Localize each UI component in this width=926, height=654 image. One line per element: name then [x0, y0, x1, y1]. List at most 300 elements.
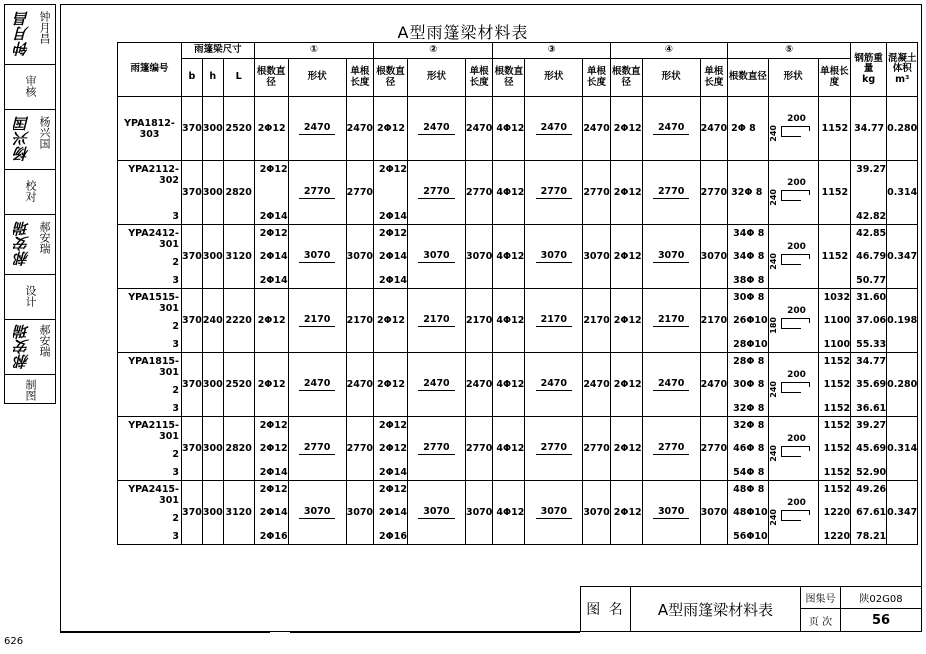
weight-cell-value: 39.27 — [856, 419, 887, 431]
dim-b-cell: 370 — [182, 289, 203, 353]
straight-bar-shape: 2470 — [418, 379, 454, 390]
beam-id-cell — [118, 225, 182, 289]
unit-length-cell: 3070 — [700, 481, 727, 545]
beam-id-cell-value: YPA2115-301 — [128, 419, 179, 442]
header-unit-len: 单根长度 — [583, 59, 610, 97]
count-dia-cell-value: 2Φ12 — [259, 163, 288, 175]
sheet-number: 626 — [4, 636, 24, 647]
beam-id-cell — [118, 353, 182, 417]
unit-length-cell: 2770 — [700, 161, 727, 225]
count-dia-cell-value: 30Φ 8 — [733, 379, 765, 390]
dim-L-cell: 3120 — [223, 225, 254, 289]
count-dia-cell — [374, 225, 408, 289]
table-row — [118, 97, 918, 161]
straight-bar-shape: 2770 — [536, 443, 572, 454]
unit-length-cell — [818, 161, 850, 225]
weight-cell-value: 31.60 — [856, 291, 887, 303]
count-dia-cell — [728, 225, 769, 289]
header-dims-group: 雨篷梁尺寸 — [182, 43, 255, 59]
weight-cell — [851, 353, 887, 417]
stirrup-line — [781, 126, 782, 136]
unit-length-cell-value: 1032 — [823, 291, 851, 303]
beam-id-cell-value — [118, 193, 181, 204]
stirrup-shape-icon — [771, 306, 815, 332]
bar-shape-cell — [288, 481, 346, 545]
stirrup-line — [781, 446, 782, 456]
header-unit-len: 单根长度 — [465, 59, 492, 97]
unit-length-cell: 2470 — [465, 97, 492, 161]
weight-cell-value: 35.69 — [856, 379, 887, 390]
dim-L-cell: 2220 — [223, 289, 254, 353]
bar-shape-cell — [407, 289, 465, 353]
bar-shape-cell — [642, 353, 700, 417]
bar-shape-cell — [407, 417, 465, 481]
stirrup-line — [781, 382, 782, 392]
unit-length-cell-value: 1152 — [823, 443, 851, 454]
straight-bar-shape: 2170 — [536, 315, 572, 326]
unit-length-cell: 2770 — [465, 161, 492, 225]
count-dia-cell-value: 2Φ12 — [379, 227, 407, 239]
count-dia-cell — [374, 417, 408, 481]
weight-cell-value: 55.33 — [856, 338, 887, 350]
header-unit-len: 单根长度 — [818, 59, 850, 97]
unit-length-cell: 2770 — [465, 417, 492, 481]
stirrup-shape-cell — [768, 225, 818, 289]
stirrup-dim-side: 240 — [769, 381, 779, 398]
count-dia-cell-value: 2Φ12 — [259, 443, 288, 454]
side-cell-5 — [5, 215, 55, 275]
signature-3: 郝安瑞 — [13, 221, 31, 266]
material-table-body — [118, 97, 918, 545]
stirrup-shape-cell — [768, 417, 818, 481]
title-block — [580, 586, 922, 632]
count-dia-cell-value: 2Φ14 — [379, 274, 407, 286]
unit-length-cell — [818, 289, 850, 353]
stirrup-shape-icon — [771, 370, 815, 396]
count-dia-cell-value: 2Φ16 — [379, 530, 407, 542]
count-dia-cell-value: 2Φ14 — [379, 251, 407, 262]
stirrup-shape-cell — [768, 353, 818, 417]
table-row — [118, 481, 918, 545]
header-group-4: ④ — [610, 43, 727, 59]
count-dia-cell — [493, 353, 525, 417]
weight-cell — [851, 289, 887, 353]
bar-shape-cell — [288, 225, 346, 289]
count-dia-cell-value: 2Φ14 — [259, 274, 288, 286]
straight-bar-shape: 2470 — [653, 379, 689, 390]
beam-id-cell-value: 2 — [172, 256, 179, 268]
unit-length-cell: 2470 — [465, 353, 492, 417]
weight-cell-value: 42.82 — [856, 210, 887, 222]
bar-shape-cell — [525, 161, 583, 225]
bar-shape-cell — [642, 481, 700, 545]
count-dia-cell-value: 4Φ12 — [496, 507, 525, 518]
straight-bar-shape: 3070 — [418, 251, 454, 262]
concrete-cell: 0.347 — [887, 481, 918, 545]
stirrup-line — [781, 190, 809, 191]
concrete-cell: 0.347 — [887, 225, 918, 289]
weight-cell — [851, 161, 887, 225]
count-dia-cell-value: 2Φ12 — [259, 419, 288, 431]
stirrup-dim-top: 200 — [787, 498, 806, 508]
straight-bar-shape: 3070 — [653, 251, 689, 262]
side-label-8: 制图 — [24, 379, 37, 401]
unit-length-cell: 2170 — [700, 289, 727, 353]
bar-shape-cell — [407, 353, 465, 417]
count-dia-cell-value: 2Φ 8 — [731, 123, 756, 134]
dim-h-cell: 300 — [202, 353, 223, 417]
beam-id-cell-value: 3 — [172, 402, 179, 414]
stirrup-line — [781, 254, 782, 264]
stirrup-shape-cell — [768, 97, 818, 161]
count-dia-cell-value — [258, 187, 288, 198]
concrete-cell: 0.280 — [887, 353, 918, 417]
header-group-3: ③ — [493, 43, 610, 59]
count-dia-cell — [374, 97, 408, 161]
header-count-dia: 根数直径 — [610, 59, 642, 97]
material-table — [117, 42, 918, 545]
count-dia-cell-value: 2Φ12 — [379, 483, 407, 495]
weight-cell-value: 34.77 — [856, 355, 887, 367]
side-cell-6 — [5, 275, 55, 320]
header-count-dia: 根数直径 — [254, 59, 288, 97]
dim-h-cell: 300 — [202, 161, 223, 225]
count-dia-cell-value: 34Φ 8 — [733, 251, 765, 262]
beam-id-cell-value: 2 — [172, 384, 179, 396]
atlas-label: 图集号 — [801, 587, 841, 609]
count-dia-cell-value: 4Φ12 — [496, 315, 525, 326]
unit-length-cell: 2470 — [346, 353, 373, 417]
beam-id-cell-value: 3 — [172, 466, 179, 478]
unit-length-cell — [818, 417, 850, 481]
straight-bar-shape: 3070 — [653, 507, 689, 518]
straight-bar-shape: 2770 — [418, 187, 454, 198]
count-dia-cell-value: 2Φ12 — [379, 163, 407, 175]
bar-shape-cell — [642, 225, 700, 289]
weight-cell-value: 37.06 — [856, 315, 887, 326]
stirrup-dim-top: 200 — [787, 306, 806, 316]
weight-cell-value: 45.69 — [856, 443, 887, 454]
count-dia-cell — [728, 353, 769, 417]
header-group-2: ② — [374, 43, 493, 59]
side-cell-3 — [5, 110, 55, 170]
bar-shape-cell — [642, 417, 700, 481]
header-group-1: ① — [254, 43, 373, 59]
count-dia-cell — [493, 225, 525, 289]
header-weight-label: 钢筋重量 — [854, 52, 883, 75]
beam-id-cell-value: YPA2112-302 — [128, 163, 179, 186]
count-dia-cell — [254, 289, 288, 353]
count-dia-cell-value: 2Φ14 — [259, 251, 288, 262]
count-dia-cell — [374, 353, 408, 417]
count-dia-cell-value: 4Φ12 — [496, 379, 525, 390]
count-dia-cell-value: 2Φ14 — [259, 210, 288, 222]
dim-h-cell: 300 — [202, 417, 223, 481]
count-dia-cell-value: 32Φ 8 — [733, 419, 765, 431]
unit-length-cell: 2770 — [700, 417, 727, 481]
count-dia-cell-value: 2Φ12 — [613, 123, 642, 134]
unit-length-cell-value: 1152 — [823, 355, 851, 367]
side-label-1: 钟月昌 — [38, 11, 51, 44]
weight-cell — [851, 417, 887, 481]
table-row — [118, 353, 918, 417]
unit-length-cell-value: 1152 — [823, 379, 851, 390]
stirrup-dim-side: 240 — [769, 253, 779, 270]
bar-shape-cell — [642, 289, 700, 353]
stirrup-dim-side: 180 — [769, 317, 779, 334]
count-dia-cell — [254, 225, 288, 289]
weight-cell-value: 39.27 — [856, 163, 887, 175]
header-b: b — [182, 59, 203, 97]
count-dia-cell-value: 4Φ12 — [496, 443, 525, 454]
stirrup-dim-side: 240 — [769, 509, 779, 526]
bar-shape-cell — [288, 417, 346, 481]
unit-length-cell — [818, 481, 850, 545]
header-h: h — [202, 59, 223, 97]
side-approval-strip — [4, 4, 56, 404]
stirrup-line — [809, 382, 810, 387]
beam-id-cell-value: YPA1812-303 — [124, 117, 175, 140]
count-dia-cell-value: 2Φ14 — [379, 507, 407, 518]
unit-length-cell: 3070 — [465, 225, 492, 289]
stirrup-line — [809, 510, 810, 515]
page-number-box: 56 — [871, 612, 891, 628]
count-dia-cell-value: 28Φ 8 — [733, 355, 765, 367]
concrete-cell: 0.314 — [887, 161, 918, 225]
unit-length-cell: 2470 — [700, 97, 727, 161]
count-dia-cell — [728, 161, 769, 225]
unit-length-cell-value: 1100 — [823, 338, 851, 350]
count-dia-cell-value: 2Φ14 — [379, 210, 407, 222]
header-concrete — [887, 43, 918, 97]
bar-shape-cell — [525, 481, 583, 545]
beam-id-cell-value: YPA1515-301 — [128, 291, 179, 314]
stirrup-shape-icon — [771, 434, 815, 460]
dim-b-cell: 370 — [182, 161, 203, 225]
bar-shape-cell — [407, 161, 465, 225]
table-row — [118, 161, 918, 225]
count-dia-cell-value: 26Φ10 — [733, 315, 768, 326]
bar-shape-cell — [525, 289, 583, 353]
dim-b-cell: 370 — [182, 225, 203, 289]
straight-bar-shape: 3070 — [299, 507, 335, 518]
count-dia-cell-value — [377, 187, 407, 198]
straight-bar-shape: 2470 — [299, 379, 335, 390]
stirrup-dim-top: 200 — [787, 434, 806, 444]
count-dia-cell — [374, 481, 408, 545]
count-dia-cell-value: 56Φ10 — [733, 530, 768, 542]
unit-length-cell: 3070 — [583, 225, 610, 289]
side-cell-7 — [5, 320, 55, 375]
stirrup-dim-top: 200 — [787, 370, 806, 380]
unit-length-cell: 2770 — [346, 417, 373, 481]
count-dia-cell-value: 2Φ12 — [379, 419, 407, 431]
stirrup-line — [809, 190, 810, 195]
dim-b-cell: 370 — [182, 417, 203, 481]
stirrup-line — [781, 456, 801, 457]
count-dia-cell — [254, 481, 288, 545]
dim-L-cell: 2520 — [223, 97, 254, 161]
bar-shape-cell — [642, 161, 700, 225]
count-dia-cell-value: 34Φ 8 — [733, 227, 765, 239]
side-cell-8 — [5, 375, 55, 403]
straight-bar-shape: 2170 — [653, 315, 689, 326]
count-dia-cell-value: 32Φ 8 — [731, 187, 763, 198]
stirrup-line — [809, 446, 810, 451]
stirrup-line — [781, 190, 782, 200]
count-dia-cell-value: 2Φ12 — [613, 507, 642, 518]
unit-length-cell: 3070 — [583, 481, 610, 545]
unit-length-cell: 2470 — [583, 97, 610, 161]
beam-id-cell — [118, 289, 182, 353]
header-concrete-unit: m³ — [895, 73, 910, 85]
dim-L-cell: 2820 — [223, 417, 254, 481]
count-dia-cell — [728, 289, 769, 353]
unit-length-cell: 2170 — [465, 289, 492, 353]
beam-id-cell-value: 2 — [172, 448, 179, 460]
count-dia-cell-value: 48Φ 8 — [733, 483, 765, 495]
count-dia-cell — [493, 97, 525, 161]
stirrup-shape-icon — [771, 114, 815, 140]
bar-shape-cell — [525, 97, 583, 161]
header-name: 雨篷编号 — [118, 43, 182, 97]
count-dia-cell-value: 28Φ10 — [733, 338, 768, 350]
weight-cell-value: 36.61 — [856, 402, 887, 414]
drawing-name-label: 图 名 — [581, 587, 631, 631]
beam-id-cell-value: 3 — [172, 338, 179, 350]
count-dia-cell-value: 2Φ12 — [613, 443, 642, 454]
straight-bar-shape: 2470 — [653, 123, 689, 134]
stirrup-shape-cell — [768, 289, 818, 353]
side-label-6: 设计 — [24, 285, 37, 307]
weight-cell — [851, 225, 887, 289]
bar-shape-cell — [288, 353, 346, 417]
count-dia-cell — [493, 481, 525, 545]
beam-id-cell — [118, 161, 182, 225]
concrete-cell: 0.198 — [887, 289, 918, 353]
count-dia-cell — [610, 97, 642, 161]
header-weight — [851, 43, 887, 97]
count-dia-cell — [610, 353, 642, 417]
stirrup-line — [781, 318, 782, 328]
unit-length-cell-value: 1100 — [823, 315, 851, 326]
signature-2: 杨兴国 — [13, 116, 31, 161]
stirrup-line — [781, 520, 801, 521]
count-dia-cell — [254, 161, 288, 225]
straight-bar-shape: 2770 — [653, 443, 689, 454]
unit-length-cell — [818, 97, 850, 161]
stirrup-line — [781, 264, 801, 265]
header-count-dia: 根数直径 — [728, 59, 769, 97]
unit-length-cell: 2170 — [583, 289, 610, 353]
count-dia-cell-value: 46Φ 8 — [733, 443, 765, 454]
stirrup-line — [781, 318, 809, 319]
stirrup-shape-icon — [771, 242, 815, 268]
stirrup-dim-top: 200 — [787, 114, 806, 124]
weight-cell-value: 46.79 — [856, 251, 887, 262]
count-dia-cell — [610, 225, 642, 289]
dim-L-cell: 3120 — [223, 481, 254, 545]
count-dia-cell-value: 2Φ12 — [613, 379, 642, 390]
straight-bar-shape: 2770 — [418, 443, 454, 454]
count-dia-cell — [254, 353, 288, 417]
stirrup-shape-cell — [768, 481, 818, 545]
stirrup-line — [781, 382, 809, 383]
stirrup-dim-side: 240 — [769, 445, 779, 462]
count-dia-cell — [728, 97, 769, 161]
count-dia-cell-value: 4Φ12 — [496, 187, 525, 198]
beam-id-cell — [118, 97, 182, 161]
beam-id-cell-value: 2 — [172, 320, 179, 332]
count-dia-cell-value: 2Φ12 — [377, 123, 405, 134]
weight-cell-value: 42.85 — [856, 227, 887, 239]
count-dia-cell-value: 4Φ12 — [496, 123, 525, 134]
weight-cell — [851, 97, 887, 161]
page-title: A型雨篷梁材料表 — [397, 23, 529, 42]
stirrup-shape-icon — [771, 498, 815, 524]
weight-cell — [851, 481, 887, 545]
count-dia-cell-value: 2Φ12 — [257, 379, 286, 390]
weight-cell-value: 67.61 — [856, 507, 887, 518]
beam-id-cell-value: YPA1815-301 — [128, 355, 179, 378]
header-shape: 形状 — [642, 59, 700, 97]
weight-cell-value: 50.77 — [856, 274, 887, 286]
header-unit-len: 单根长度 — [346, 59, 373, 97]
stirrup-line — [809, 318, 810, 323]
unit-length-cell: 2470 — [700, 353, 727, 417]
straight-bar-shape: 2470 — [418, 123, 454, 134]
unit-length-cell-value: 1152 — [823, 466, 851, 478]
unit-length-cell: 3070 — [700, 225, 727, 289]
side-label-4: 校对 — [24, 180, 37, 202]
count-dia-cell-value: 2Φ12 — [257, 315, 286, 326]
beam-id-cell — [118, 417, 182, 481]
side-label-2: 审核 — [24, 75, 37, 97]
bar-shape-cell — [407, 481, 465, 545]
signature-4: 郝安瑞 — [13, 324, 31, 369]
side-label-5: 郝安瑞 — [38, 221, 51, 254]
header-count-dia: 根数直径 — [374, 59, 408, 97]
bar-shape-cell — [525, 225, 583, 289]
bottom-rule-mid — [290, 632, 580, 633]
table-row — [118, 225, 918, 289]
unit-length-cell: 2770 — [583, 161, 610, 225]
weight-cell-value: 52.90 — [856, 466, 887, 478]
dim-h-cell: 300 — [202, 225, 223, 289]
beam-id-cell-value: 3 — [172, 274, 179, 286]
beam-id-cell-value: YPA2415-301 — [128, 483, 179, 506]
unit-length-cell — [818, 353, 850, 417]
dim-b-cell: 370 — [182, 481, 203, 545]
straight-bar-shape: 2470 — [299, 123, 335, 134]
straight-bar-shape: 2470 — [536, 123, 572, 134]
count-dia-cell-value: 2Φ12 — [259, 483, 288, 495]
header-group-5: ⑤ — [728, 43, 851, 59]
dim-h-cell: 300 — [202, 481, 223, 545]
stirrup-line — [809, 254, 810, 259]
unit-length-cell-value: 1152 — [823, 419, 851, 431]
unit-length-cell: 3070 — [346, 225, 373, 289]
unit-length-cell-value: 1152 — [821, 123, 849, 134]
stirrup-line — [781, 510, 782, 520]
beam-id-cell-value: 2 — [172, 512, 179, 524]
count-dia-cell-value: 2Φ14 — [259, 466, 288, 478]
count-dia-cell — [493, 289, 525, 353]
count-dia-cell — [374, 161, 408, 225]
count-dia-cell-value: 2Φ12 — [259, 227, 288, 239]
unit-length-cell-value: 1152 — [823, 402, 851, 414]
dim-b-cell: 370 — [182, 353, 203, 417]
